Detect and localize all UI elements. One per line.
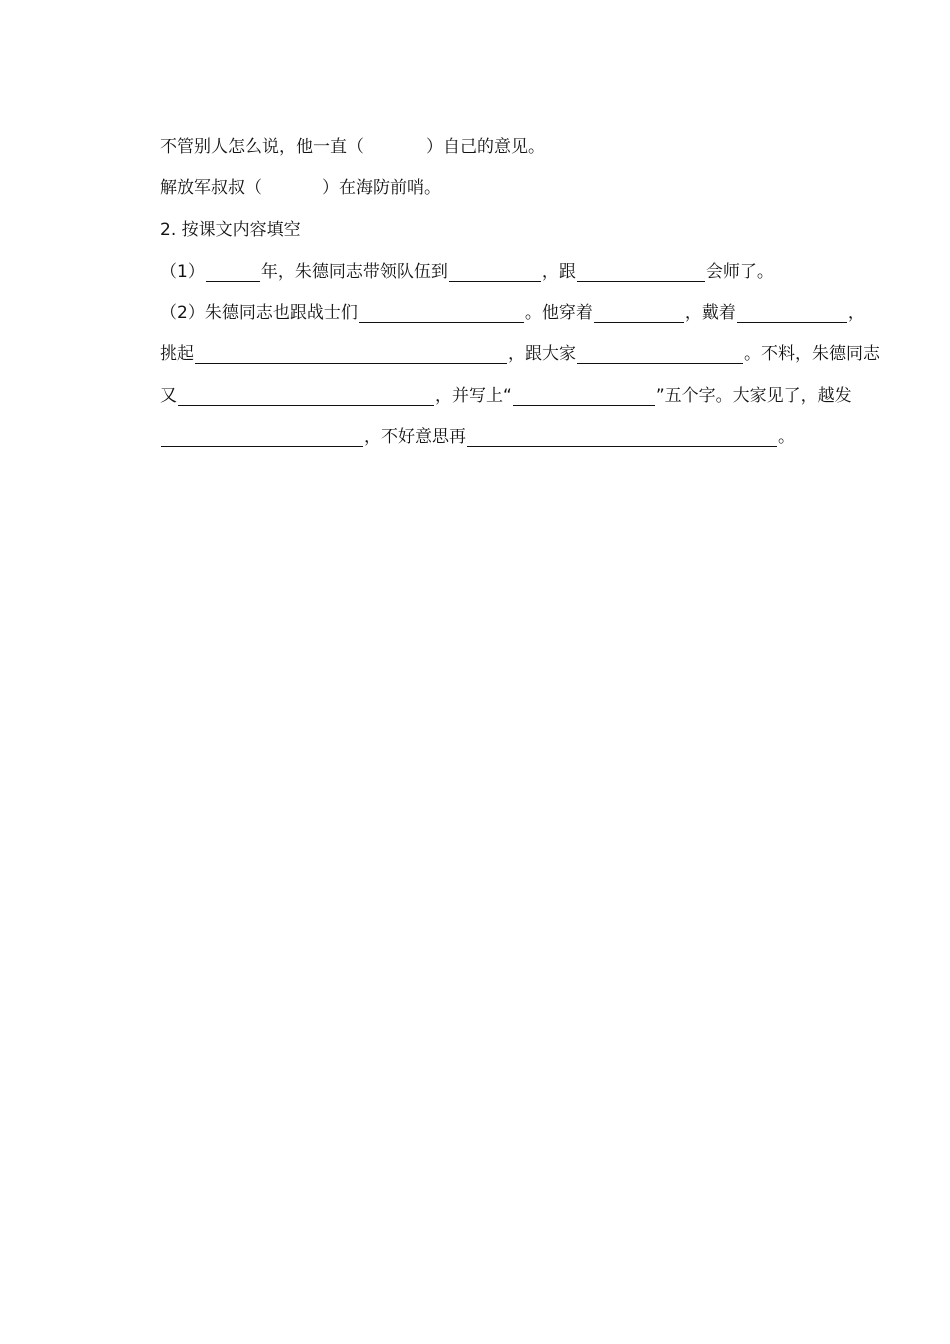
fill-blank[interactable]: [359, 302, 524, 323]
sentence-hold-opinion: [160, 133, 900, 161]
item-text: ，并写上“: [435, 386, 512, 406]
fill-blank[interactable]: [195, 343, 507, 364]
fill-item-2-line-1: [160, 299, 900, 327]
fill-item-2-line-4: [160, 423, 900, 451]
item-text: 挑起: [160, 344, 194, 364]
fill-blank[interactable]: [161, 426, 363, 447]
item-number: （1）: [160, 262, 205, 282]
fill-blank[interactable]: [594, 302, 684, 323]
item-text: ，: [847, 303, 865, 323]
item-text: ，不好意思再: [364, 427, 466, 447]
fill-blank[interactable]: [737, 302, 847, 323]
item-text: 朱德同志也跟战士们: [204, 303, 358, 323]
item-text: 年，朱德同志带领队伍到: [260, 262, 448, 282]
item-text: 会师了。: [705, 262, 774, 282]
item-number: （2）: [160, 303, 205, 323]
sentence-text: 解放军叔叔（: [160, 178, 262, 198]
fill-blank[interactable]: [178, 385, 434, 406]
exercise-heading: [160, 216, 900, 244]
sentence-text: 不管别人怎么说，他一直（: [160, 137, 364, 157]
item-text: 。不料，朱德同志: [744, 344, 880, 364]
item-text: ，跟大家: [508, 344, 576, 364]
item-text: 。他穿着: [524, 303, 593, 323]
fill-blank[interactable]: [467, 426, 777, 447]
fill-blank[interactable]: [206, 261, 260, 282]
fill-blank[interactable]: [513, 385, 655, 406]
item-text: ，戴着: [684, 303, 736, 323]
fill-item-2-line-2: [160, 340, 900, 368]
item-text: 又: [160, 386, 177, 406]
fill-blank[interactable]: [449, 261, 541, 282]
fill-item-1: [160, 258, 900, 286]
sentence-pla-soldier: [160, 174, 900, 202]
fill-blank[interactable]: [577, 343, 743, 364]
sentence-text: ）自己的意见。: [426, 137, 545, 157]
item-text: ，跟: [541, 262, 576, 282]
item-text: 。: [778, 427, 795, 447]
fill-blank[interactable]: [577, 261, 705, 282]
item-text: ”五个字。大家见了，越发: [655, 386, 852, 406]
sentence-text: ）在海防前哨。: [322, 178, 441, 198]
fill-item-2-line-3: [160, 382, 900, 410]
heading-text: 2. 按课文内容填空: [160, 220, 301, 240]
